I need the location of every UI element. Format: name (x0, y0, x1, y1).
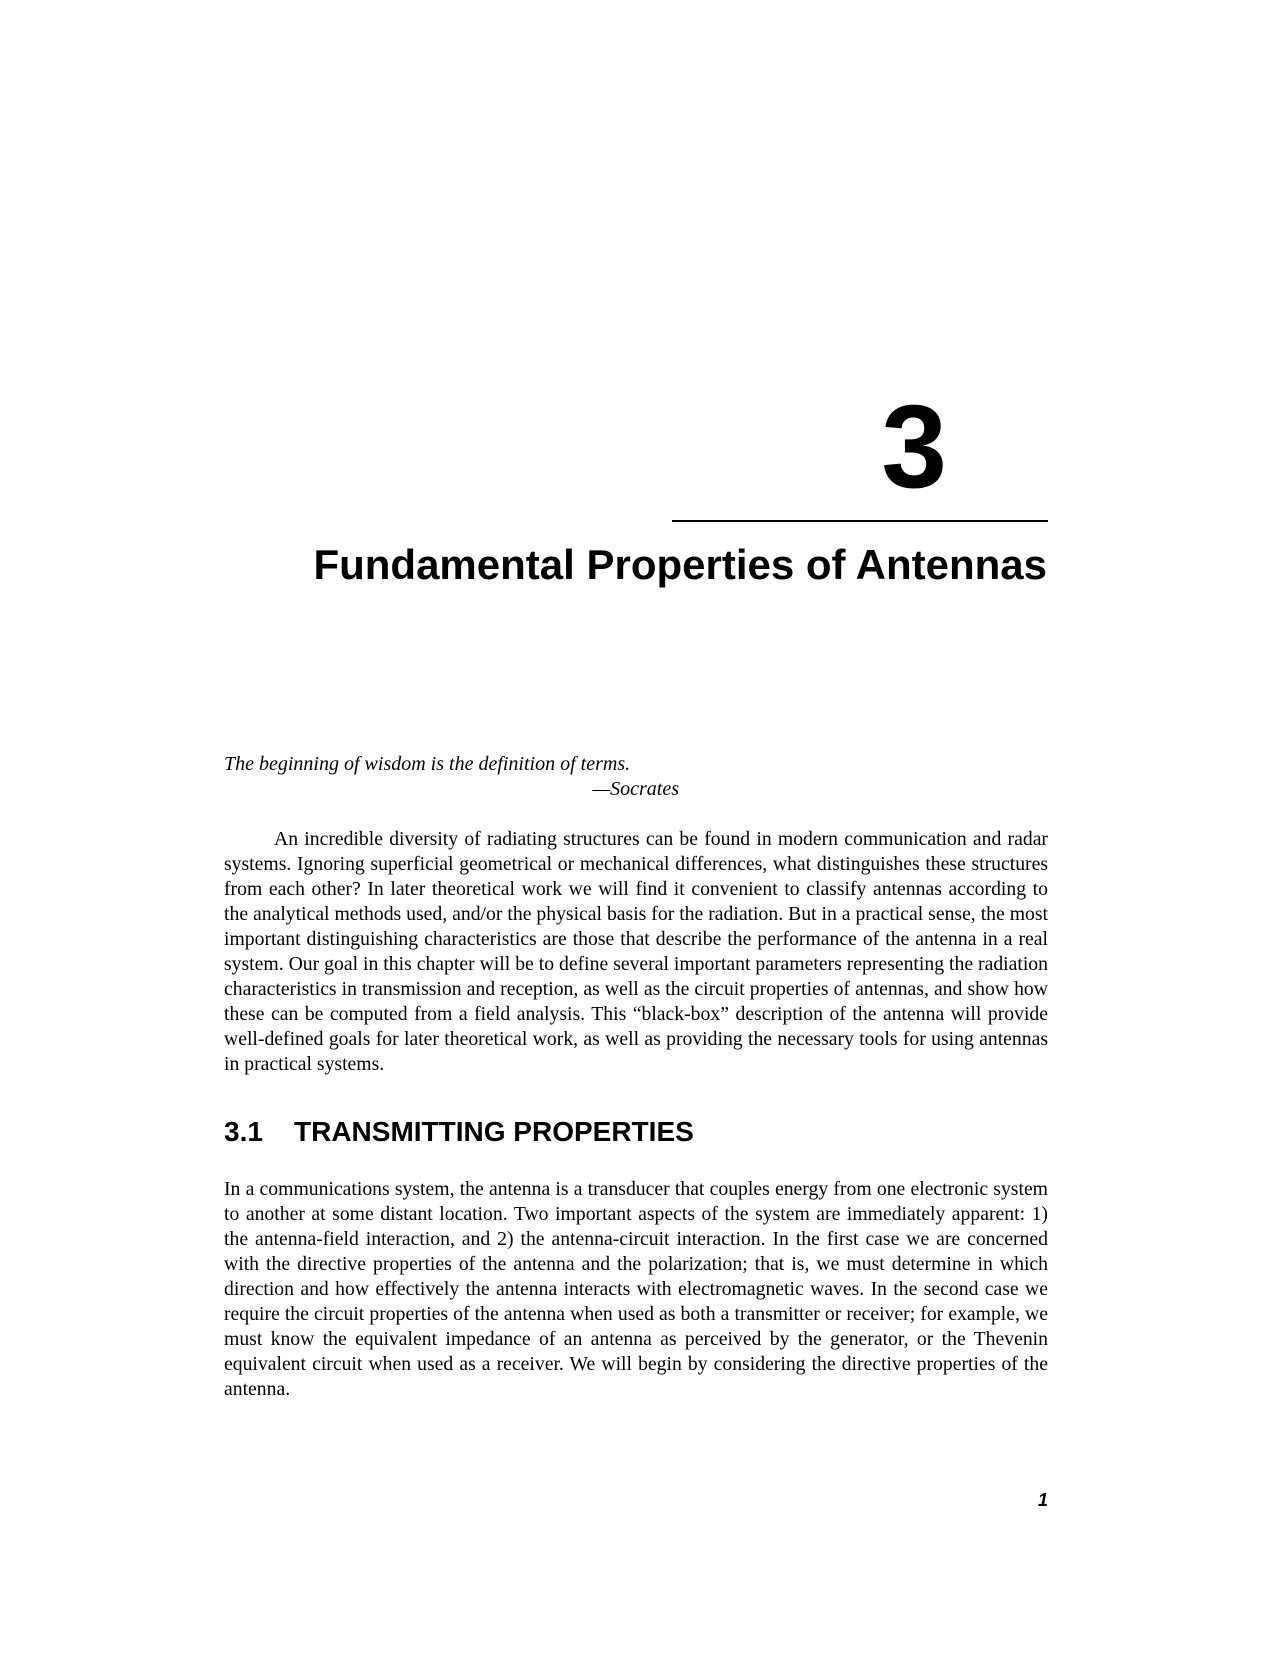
section-number: 3.1 (224, 1116, 263, 1147)
chapter-title: Fundamental Properties of Antennas (313, 541, 1047, 588)
intro-paragraph: An incredible diversity of radiating structures can be found in modern communication and radar systems. Ignoring superficial geometrical or mechanical differences, what distinguishes these structures from each other? In later theoretical work we will find it convenient to classify antennas according to the analytical methods used, and/or the physical basis for the radiation. But in a practical sense, the most important distinguishing characteristics are those that describe the performance of the antenna in a real system. Our goal in this chapter will be to define several important parameters representing the radiation characteristics in transmission and reception, as well as the circuit properties of antennas, and show how these can be computed from a field analysis. This “black-box” description of the antenna will provide well-defined goals for later theoretical work, as well as providing the necessary tools for using antennas in practical systems. (224, 828, 1048, 1075)
chapter-divider (672, 520, 1048, 522)
chapter-number: 3 (881, 381, 947, 513)
epigraph-quote: The beginning of wisdom is the definition of terms. (224, 753, 631, 775)
epigraph-attribution: —Socrates (592, 778, 679, 800)
section-heading (224, 1115, 694, 1149)
epigraph (224, 752, 679, 802)
section-paragraph: In a communications system, the antenna is a transducer that couples energy from one electronic system to another at some distant location. Two important aspects of the system are immediately apparent: 1) the antenna-field interaction, and 2) the antenna-circuit interaction. In the first case we are concerned with the directive properties of the antenna and the polarization; that is, we must determine in which direction and how effectively the antenna interacts with electromagnetic waves. In the second case we require the circuit properties of the antenna when used as both a transmitter or receiver; for example, we must know the equivalent impedance of an antenna as perceived by the generator, or the Thevenin equivalent circuit when used as a receiver. We will begin by considering the directive properties of the antenna. (224, 1178, 1048, 1400)
page-number: 1 (1037, 1490, 1048, 1510)
section-title: TRANSMITTING PROPERTIES (294, 1116, 694, 1147)
